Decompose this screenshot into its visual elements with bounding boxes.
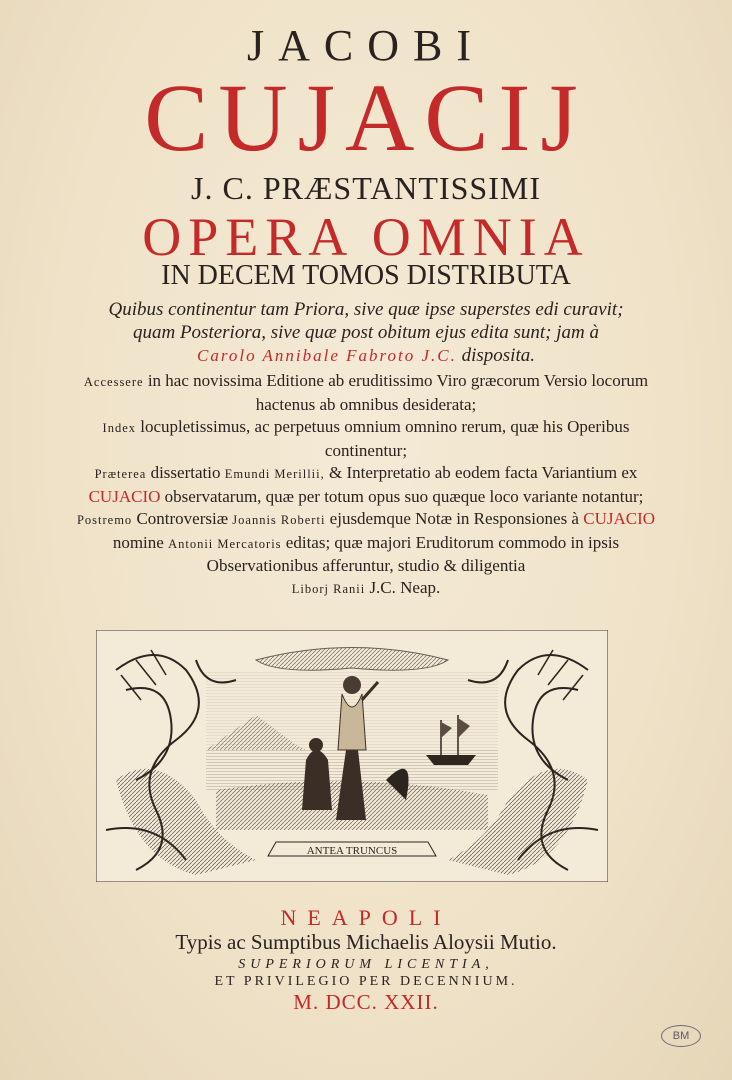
contents-line-3 [0, 344, 732, 367]
author-descriptor: J. C. PRÆSTANTISSIMI [191, 170, 541, 206]
p4-name: Joannis Roberti [232, 513, 326, 527]
p1-lead: Accessere [83, 375, 144, 389]
editor-tail: disposita. [461, 345, 535, 366]
editor-name: Carolo Annibale Fabroto J.C. [197, 346, 457, 365]
contents-line-2: quam Posteriora, sive quæ post obitum ejus edita sunt; jam à [132, 322, 599, 343]
additions-block [0, 370, 732, 600]
p4-name2: Antonii Mercatoris [168, 536, 282, 551]
imprint-license-1: SUPERIORUM LICENTIA, [238, 957, 494, 972]
imprint-printer: Typis ac Sumptibus Michaelis Aloysii Mutio. [175, 930, 557, 954]
work-subtitle: IN DECEM TOMOS DISTRIBUTA [161, 260, 571, 291]
p2-lead: Index [102, 421, 137, 435]
paragraph-accessere [70, 370, 662, 415]
p3-cujacio: CUJACIO [88, 486, 161, 506]
work-title: OPERA OMNIA [142, 207, 590, 267]
p4-cujacio: CUJACIO [583, 509, 656, 528]
imprint-place: NEAPOLI [280, 905, 452, 930]
author-first-name: JACOBI [246, 21, 486, 70]
library-stamp: BM [661, 1025, 701, 1047]
p4-lead: Postremo [76, 513, 133, 527]
p3-lead: Præterea [94, 467, 147, 481]
p4-mid2: ejusdemque Notæ in Responsiones à [329, 509, 579, 528]
paragraph-praeterea [70, 462, 662, 507]
p4-mid1: Controversiæ [136, 509, 229, 528]
printers-device-engraving [96, 630, 608, 882]
paragraph-postremo [70, 508, 662, 600]
p4-sign-rest: J.C. Neap. [369, 577, 441, 597]
imprint-date: M. DCC. XXII. [293, 990, 439, 1014]
p4-mid3: nomine [112, 532, 164, 552]
paragraph-index [70, 416, 662, 461]
p1-rest: in hac novissima Editione ab eruditissimo Viro græcorum Versio locorum hactenus ab omnibus desiderata; [147, 371, 649, 414]
contents-statement [0, 298, 732, 367]
engraving-illustration [96, 630, 608, 882]
imprint-license-2: ET PRIVILEGIO PER DECENNIUM. [214, 974, 518, 989]
p3-name: Emundi Merillii, [224, 467, 325, 481]
p4-rest: editas; quæ majori Eruditorum commodo in ipsis Observationibus afferuntur, studio & diligentia [206, 532, 620, 575]
author-last-name: CUJACIJ [144, 64, 588, 171]
p4-sign-name: Liborj Ranii [291, 581, 366, 596]
p3-mid1: dissertatio [150, 463, 221, 482]
p2-rest: locupletissimus, ac perpetuus omnium omnino rerum, quæ his Operibus continentur; [140, 417, 630, 460]
p3-mid2: & Interpretatio ab eodem facta Variantium ex [329, 463, 638, 482]
p3-rest: observatarum, quæ per totum opus suo quæque loco variante notantur; [164, 486, 644, 506]
contents-line-1: Quibus continentur tam Priora, sive quæ ipse superstes edi curavit; [108, 299, 624, 320]
engraving-motto: ANTEA TRUNCUS [306, 845, 398, 857]
